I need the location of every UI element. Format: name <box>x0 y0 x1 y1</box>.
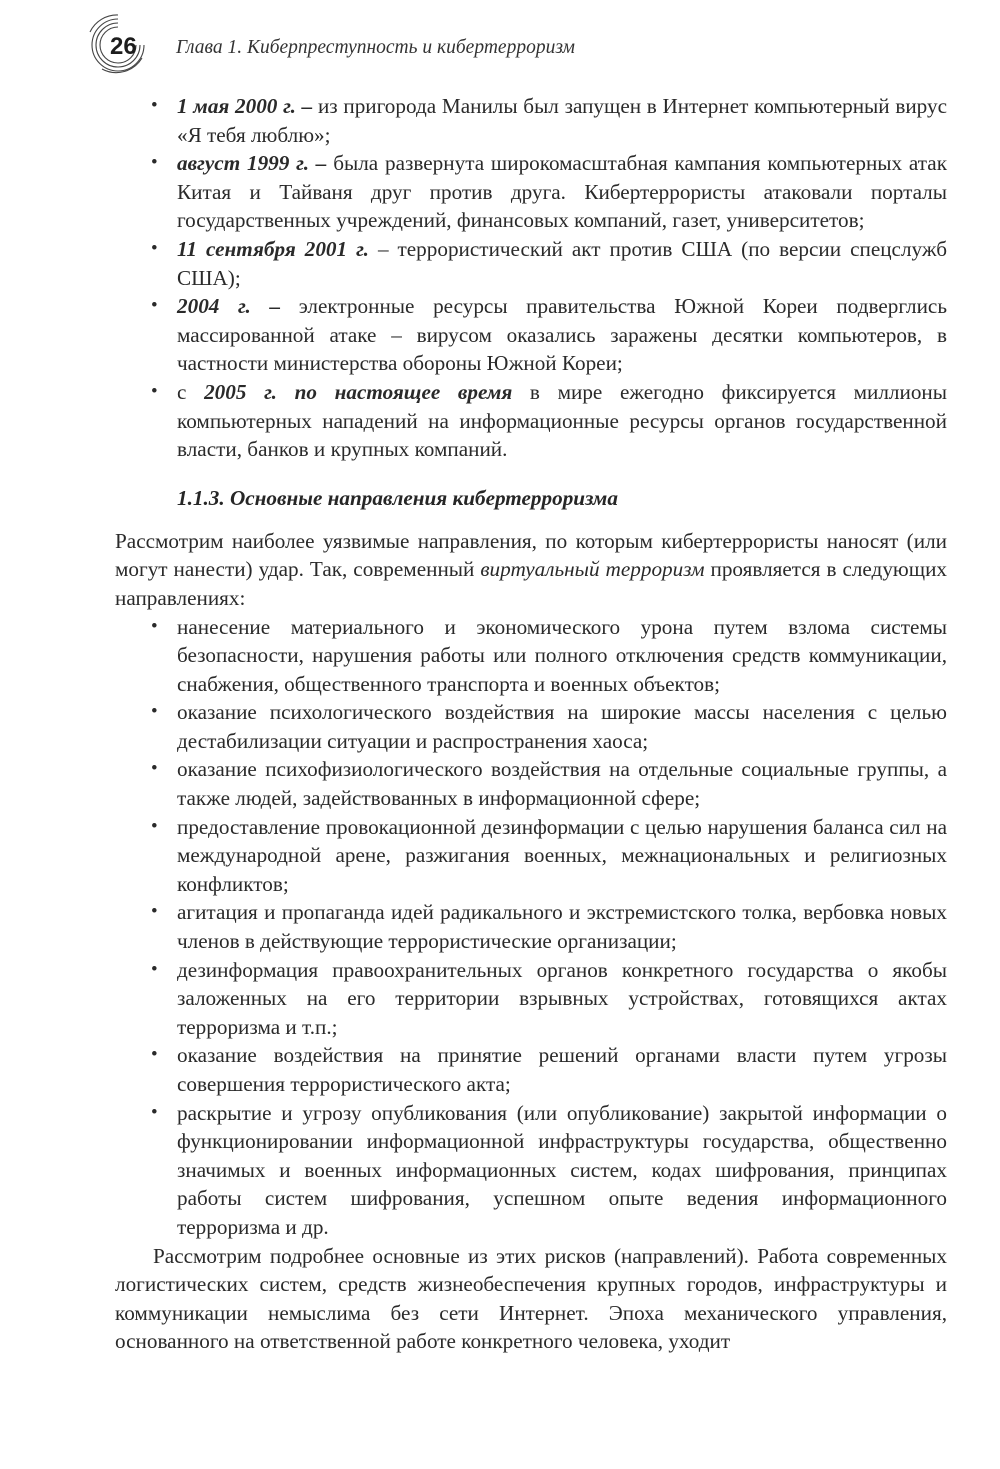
list-item <box>115 1041 947 1098</box>
bullet-icon: • <box>151 295 158 317</box>
direction-text: нанесение материального и экономического урона путем взлома системы безопасности, нарушения работы или полного отключения средств коммуникации, снабжения, общественного транспорта и военных объектов; <box>177 614 947 696</box>
list-item <box>115 1099 947 1242</box>
list-item <box>115 149 947 235</box>
timeline-date: 2004 г. – <box>177 294 281 319</box>
page-number: 26 <box>110 33 137 60</box>
page-header <box>82 14 982 74</box>
list-item <box>115 292 947 378</box>
closing-paragraph: Рассмотрим подробнее основные из этих рисков (направлений). Работа современных логистических систем, средств жизнеобеспечения крупных городов, инфраструктуры и коммуникации немыслима без сети Интернет. Эпоха механического управления, основанного на ответственной работе конкретного человека, уходит <box>115 1243 947 1354</box>
bullet-icon: • <box>151 152 158 174</box>
timeline-text: из пригорода Манилы был запущен в Интернет компьютерный вирус «Я тебя люблю»; <box>177 94 947 147</box>
page-body <box>115 92 947 1356</box>
list-item <box>115 235 947 292</box>
direction-text: агитация и пропаганда идей радикального и экстремистского толка, вербовка новых членов в действующие террористические организации; <box>177 900 947 954</box>
bullet-icon: • <box>151 380 158 402</box>
direction-text: оказание психологического воздействия на широкие массы населения с целью дестабилизации ситуации и распространения хаоса; <box>177 700 947 753</box>
bullet-icon: • <box>151 901 158 923</box>
bullet-icon: • <box>151 701 158 723</box>
direction-text: предоставление провокационной дезинформации с целью нарушения баланса сил на международной арене, разжигания военных, межнациональных и религиозных конфликтов; <box>177 814 947 896</box>
list-item <box>115 755 947 812</box>
direction-text: оказание психофизиологического воздействия на отдельные социальные группы, а также людей, задействованных в информационной сфере; <box>177 757 947 811</box>
bullet-icon: • <box>151 958 158 980</box>
timeline-date: 2005 г. по настоящее время <box>204 379 513 404</box>
timeline-text: была развернута широкомасштабная кампания компьютерных атак Китая и Тайваня друг против друга. Кибертеррористы атаковали порталы государственных учреждений, финансовых компаний, газет, университетов; <box>177 151 947 233</box>
timeline-prefix: с <box>177 379 205 404</box>
intro-paragraph <box>115 527 947 613</box>
list-item <box>115 378 947 464</box>
timeline-text: в мире ежегодно фиксируется миллионы компьютерных нападений на информационные ресурсы органов государственной власти, банков и крупных компаний. <box>177 379 947 462</box>
intro-emphasis: виртуальный терроризм <box>480 557 705 582</box>
list-item <box>115 698 947 755</box>
timeline-date: август 1999 г. – <box>177 151 327 176</box>
bullet-icon: • <box>151 1101 158 1123</box>
bullet-icon: • <box>151 1044 158 1066</box>
timeline-list <box>115 92 947 464</box>
timeline-date: 1 мая 2000 г. – <box>177 94 313 118</box>
bullet-icon: • <box>151 615 158 637</box>
bullet-icon: • <box>151 758 158 780</box>
intro-text: проявляется в следующих направлениях: <box>115 557 947 610</box>
list-item <box>115 613 947 699</box>
list-item <box>115 956 947 1042</box>
timeline-text: электронные ресурсы правительства Южной Кореи подверглись массированной атаке – вирусом оказались заражены десятки компьютеров, в частности министерства обороны Южной Кореи; <box>177 294 947 376</box>
direction-text: раскрытие и угрозу опубликования (или опубликование) закрытой информации о функционировании информационной инфраструктуры государства, общественно значимых и военных информационных систем, кодах шифрования, принципах работы систем шифрования, успешном опыте ведения информационного терроризма и др. <box>177 1100 947 1239</box>
running-head: Глава 1. Киберпреступность и кибертерроризм <box>176 37 575 58</box>
timeline-text: – террористический акт против США (по версии спецслужб США); <box>177 236 947 290</box>
bullet-icon: • <box>151 95 158 116</box>
direction-text: оказание воздействия на принятие решений органами власти путем угрозы совершения террористического акта; <box>177 1043 947 1096</box>
bullet-icon: • <box>151 237 158 259</box>
direction-text: дезинформация правоохранительных органов конкретного государства о якобы заложенных на его территории взрывных устройствах, готовящихся актах терроризма и т.п.; <box>177 957 947 1039</box>
bullet-icon: • <box>151 815 158 837</box>
list-item <box>115 813 947 899</box>
list-item <box>115 92 947 149</box>
list-item <box>115 898 947 955</box>
directions-list <box>115 613 947 1242</box>
section-heading: 1.1.3. Основные направления кибертерроризма <box>177 485 618 510</box>
intro-text: Рассмотрим наиболее уязвимые направления, по которым кибертеррористы наносят (или могут нанести) удар. Так, современный <box>115 528 947 582</box>
timeline-date: 11 сентября 2001 г. <box>177 236 369 261</box>
